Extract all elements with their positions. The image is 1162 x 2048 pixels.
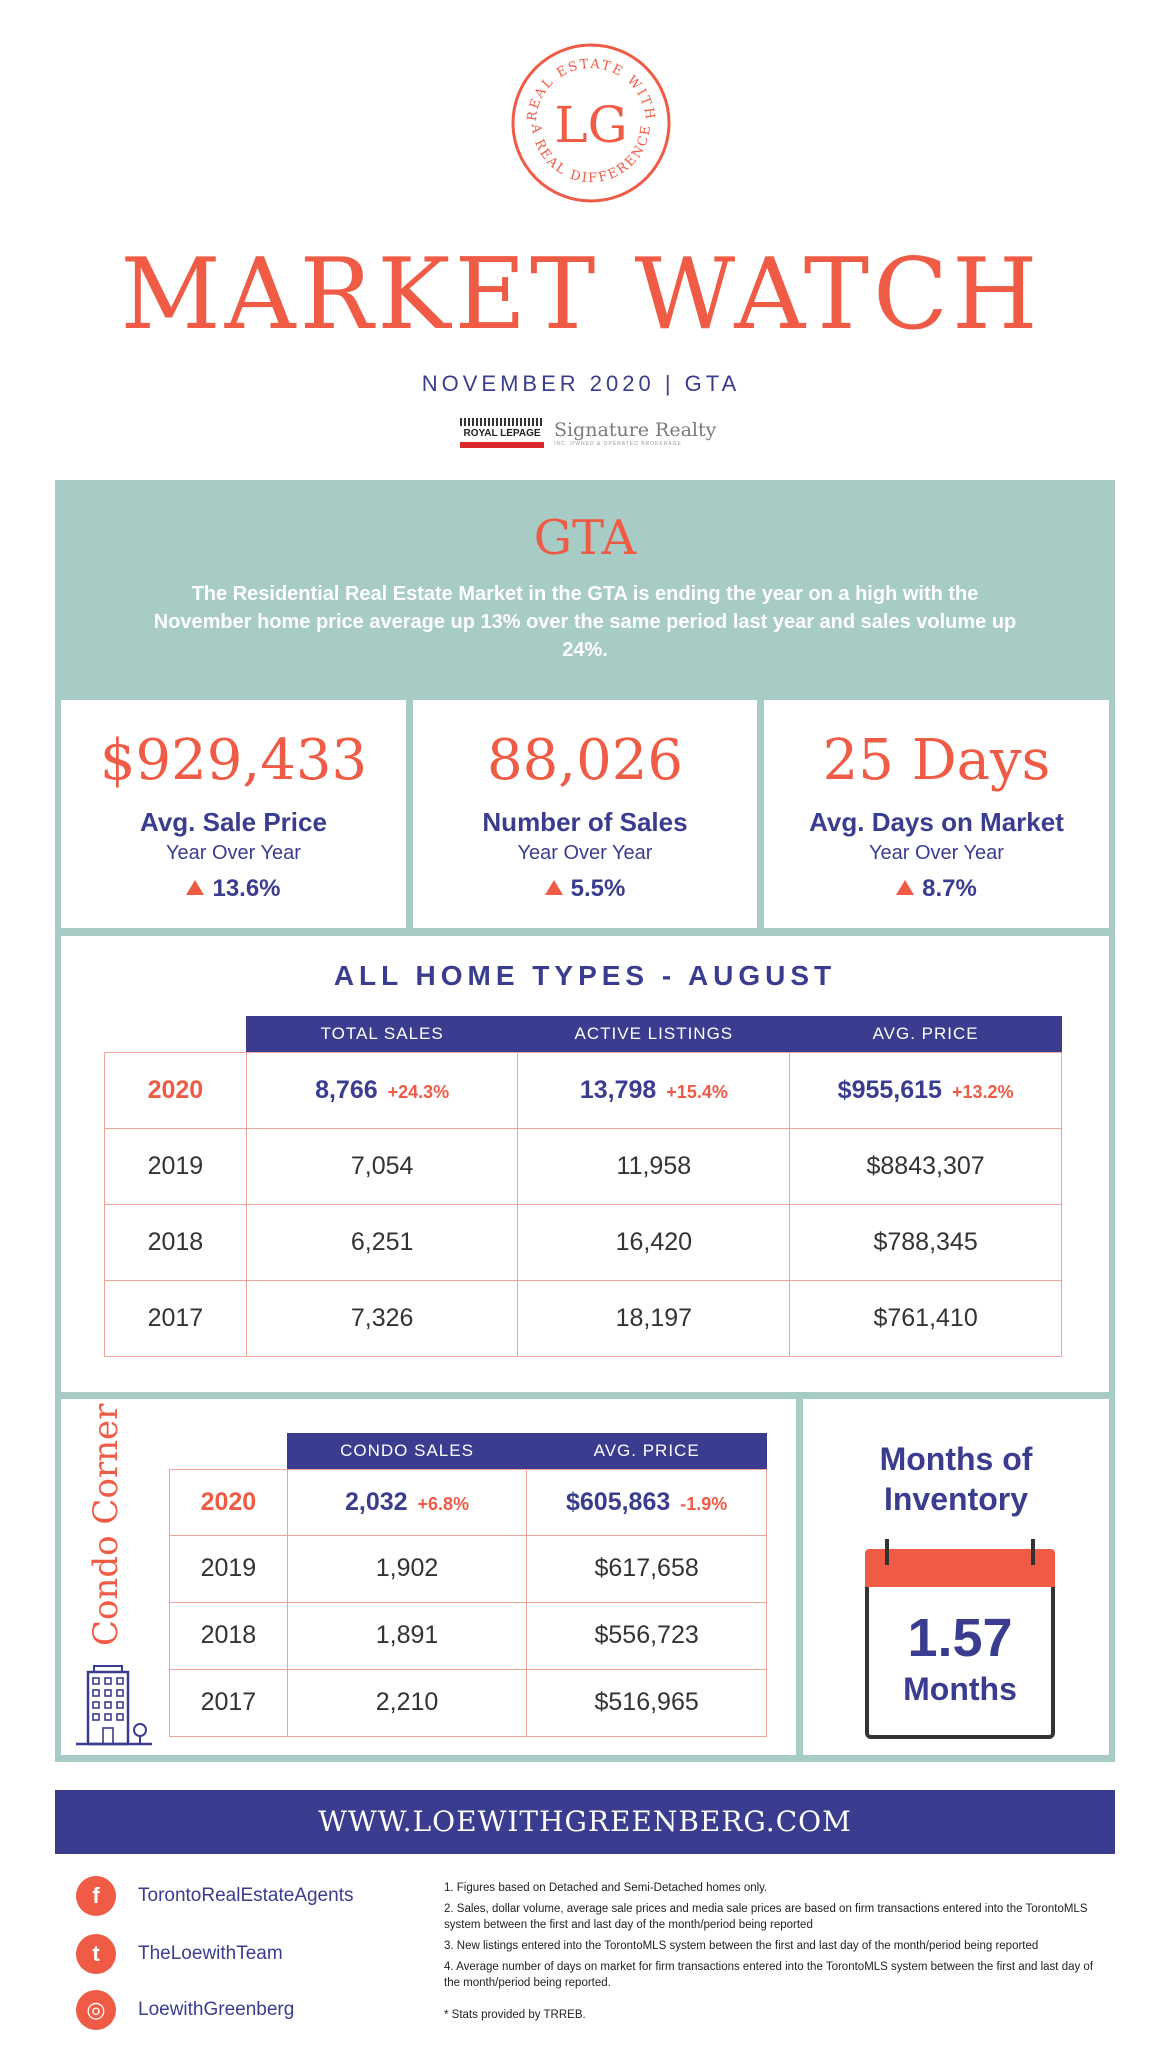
condo-sales: 2,032	[344, 1487, 408, 1516]
up-triangle-icon	[186, 880, 204, 895]
row-year: 2020	[105, 1052, 247, 1128]
footnote: 4. Average number of days on market for firm transactions entered into the TorontoMLS system between the first and last day of the month/period being reported.	[444, 1961, 1094, 1989]
social-twitter[interactable]	[76, 1934, 283, 1974]
building-icon	[76, 1664, 152, 1746]
social-facebook[interactable]	[76, 1876, 353, 1916]
col-total-sales: TOTAL SALES	[246, 1016, 518, 1052]
brokerage-logo-name: ROYAL LEPAGE	[463, 428, 541, 439]
stat-value: $929,433	[99, 728, 368, 793]
gta-summary	[55, 480, 1115, 698]
total-sales: 8,766	[315, 1075, 378, 1104]
avg-price: $761,410	[790, 1280, 1062, 1356]
stat-label: Number of Sales	[482, 807, 688, 837]
stat-change: 13.6%	[212, 875, 281, 902]
avg-price: $955,615	[837, 1075, 942, 1104]
condo-avg-price-change: -1.9%	[680, 1493, 728, 1514]
total-sales: 7,326	[246, 1280, 518, 1356]
gta-title: GTA	[533, 510, 637, 566]
logo-monogram: LG	[554, 96, 628, 154]
table-row	[170, 1669, 767, 1736]
all-home-types-table	[104, 1016, 1062, 1357]
stat-period: Year Over Year	[869, 842, 1004, 864]
row-year: 2018	[105, 1204, 247, 1280]
table-row	[170, 1469, 767, 1535]
royal-lepage-badge	[460, 418, 544, 448]
brokerage-tagline: INC. OWNED & OPERATED BROKERAGE	[554, 441, 682, 447]
col-condo-sales: CONDO SALES	[287, 1433, 527, 1469]
stat-period: Year Over Year	[517, 842, 653, 864]
footnote: 3. New listings entered into the TorontoMLS system between the first and last day of the month/period being reported	[444, 1940, 1039, 1952]
footnote: 1. Figures based on Detached and Semi-Detached homes only.	[444, 1882, 768, 1894]
row-year: 2019	[170, 1535, 288, 1602]
total-sales: 6,251	[246, 1204, 518, 1280]
condo-corner-title: Condo Corner	[86, 1403, 126, 1646]
row-year: 2017	[170, 1669, 288, 1736]
inventory-title-line2: Inventory	[883, 1481, 1029, 1517]
table-row	[105, 1128, 1062, 1204]
all-home-types-title: ALL HOME TYPES - AUGUST	[333, 960, 837, 991]
stat-value: 25 Days	[822, 728, 1051, 793]
col-active-listings: ACTIVE LISTINGS	[518, 1016, 790, 1052]
footnote: 2. Sales, dollar volume, average sale prices and media sale prices are based on firm transactions entered into the TorontoMLS system between the first and last day of the month/period being reported	[444, 1903, 1088, 1931]
table-row	[105, 1280, 1062, 1356]
stat-change: 8.7%	[922, 875, 977, 902]
stat-card-avg-sale-price	[61, 700, 406, 928]
table-row	[170, 1602, 767, 1669]
active-listings-change: +15.4%	[666, 1081, 728, 1102]
brokerage-logo	[460, 416, 716, 450]
all-home-types-panel	[61, 936, 1109, 1392]
total-sales: 7,054	[246, 1128, 518, 1204]
page-subtitle: NOVEMBER 2020 | GTA	[421, 371, 741, 396]
active-listings: 13,798	[579, 1075, 657, 1104]
lg-logo	[510, 42, 672, 204]
condo-corner-panel	[61, 1399, 796, 1755]
up-triangle-icon	[545, 880, 563, 895]
calendar-icon	[865, 1549, 1055, 1739]
avg-price: $788,345	[790, 1204, 1062, 1280]
stat-card-number-of-sales	[413, 700, 757, 928]
brokerage-name: Signature Realty	[554, 419, 717, 441]
social-instagram[interactable]	[76, 1990, 294, 2030]
inventory-title-line1: Months of	[879, 1441, 1033, 1477]
col-avg-price: AVG. PRICE	[790, 1016, 1062, 1052]
avg-price-change: +13.2%	[951, 1081, 1014, 1102]
condo-sales: 1,902	[287, 1535, 527, 1602]
inventory-value: 1.57	[907, 1608, 1013, 1668]
gta-description: The Residential Real Estate Market in the GTA is ending the year on a high with the November home price average up 13% over the same period last year and sales volume up 24%.	[153, 583, 1017, 661]
facebook-icon: f	[76, 1876, 116, 1916]
total-sales-change: +24.3%	[387, 1081, 450, 1102]
social-handle: TorontoRealEstateAgents	[138, 1885, 354, 1906]
stat-label: Avg. Sale Price	[140, 807, 327, 837]
website-link[interactable]: WWW.LOEWITHGREENBERG.COM	[55, 1790, 1115, 1854]
active-listings: 11,958	[518, 1128, 790, 1204]
avg-price: $8843,307	[790, 1128, 1062, 1204]
stat-change: 5.5%	[570, 875, 626, 902]
table-row	[105, 1204, 1062, 1280]
inventory-unit: Months	[903, 1671, 1017, 1707]
condo-table	[169, 1433, 767, 1737]
condo-sales-change: +6.8%	[417, 1493, 470, 1514]
condo-avg-price: $516,965	[527, 1669, 767, 1736]
footnotes	[444, 1880, 1104, 2028]
logo-ring-top: REAL ESTATE WITH	[524, 56, 658, 123]
condo-sales: 1,891	[287, 1602, 527, 1669]
active-listings: 18,197	[518, 1280, 790, 1356]
condo-avg-price: $556,723	[527, 1602, 767, 1669]
condo-avg-price: $605,863	[565, 1487, 671, 1516]
social-handle: LoewithGreenberg	[138, 1999, 295, 2020]
instagram-icon: ◎	[76, 1990, 116, 2030]
active-listings: 16,420	[518, 1204, 790, 1280]
months-of-inventory-panel	[803, 1399, 1109, 1755]
twitter-icon: t	[76, 1934, 116, 1974]
stat-value: 88,026	[487, 728, 683, 793]
stat-period: Year Over Year	[166, 842, 301, 864]
logo-ring-bottom: A REAL DIFFERENCE	[527, 123, 655, 187]
condo-avg-price: $617,658	[527, 1535, 767, 1602]
row-year: 2020	[170, 1469, 288, 1535]
up-triangle-icon	[896, 880, 914, 895]
col-condo-avg-price: AVG. PRICE	[527, 1433, 767, 1469]
stat-card-days-on-market	[764, 700, 1109, 928]
row-year: 2017	[105, 1280, 247, 1356]
row-year: 2018	[170, 1602, 288, 1669]
footnote: * Stats provided by TRREB.	[444, 2009, 586, 2021]
table-row	[105, 1052, 1062, 1128]
table-row	[170, 1535, 767, 1602]
page-title: MARKET WATCH	[120, 238, 1042, 352]
row-year: 2019	[105, 1128, 247, 1204]
condo-sales: 2,210	[287, 1669, 527, 1736]
stat-label: Avg. Days on Market	[809, 807, 1064, 837]
social-handle: TheLoewithTeam	[138, 1943, 283, 1964]
